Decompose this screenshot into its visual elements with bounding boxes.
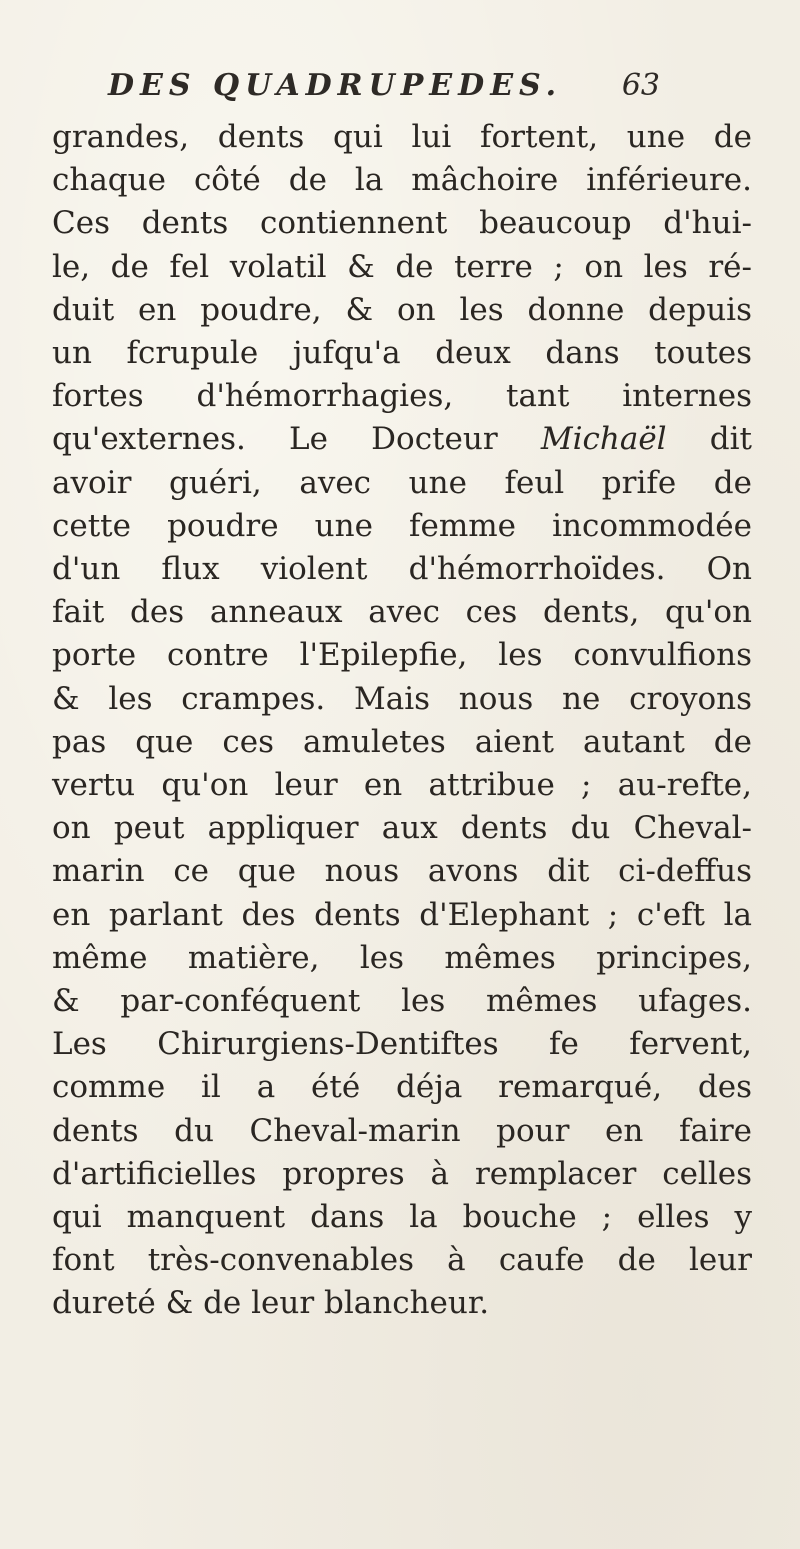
text-line: d'un flux violent d'hémorrhoïdes. On xyxy=(52,551,752,588)
text-line-start: qu'externes. Le Docteur xyxy=(52,421,498,458)
person-name: Michaël xyxy=(540,421,667,458)
text-line: dents du Cheval-marin pour en faire xyxy=(52,1112,752,1149)
text-line: Les Chirurgiens-Dentiftes fe fervent, xyxy=(52,1026,752,1063)
text-line: cette poudre une femme incommodée xyxy=(52,507,752,544)
text-line: en parlant des dents d'Elephant ; c'eft la xyxy=(52,896,752,933)
body-text xyxy=(52,116,752,1326)
text-line: même matière, les mêmes principes, xyxy=(52,939,752,976)
text-line: on peut appliquer aux dents du Cheval- xyxy=(52,810,752,847)
text-line: font très-convenables à caufe de leur xyxy=(52,1242,752,1279)
page-number: 63 xyxy=(621,68,660,103)
text-line: pas que ces amuletes aient autant de xyxy=(52,723,752,760)
text-line: marin ce que nous avons dit ci-deffus xyxy=(52,853,752,890)
text-line: avoir guéri, avec une feul prife de xyxy=(52,464,752,501)
text-line: un fcrupule jufqu'a deux dans toutes xyxy=(52,335,752,372)
text-line: chaque côté de la mâchoire inférieure. xyxy=(52,162,752,199)
running-title: DES QUADRUPEDES. xyxy=(108,68,563,103)
text-line: & les crampes. Mais nous ne croyons xyxy=(52,680,752,717)
text-line: comme il a été déja remarqué, des xyxy=(52,1069,752,1106)
text-line-last: dureté & de leur blancheur. xyxy=(52,1285,490,1322)
text-line: porte contre l'Epilepfie, les convulfions xyxy=(52,637,752,674)
text-line: le, de fel volatil & de terre ; on les ré- xyxy=(52,248,752,285)
text-line: duit en poudre, & on les donne depuis xyxy=(52,291,752,328)
text-line: grandes, dents qui lui fortent, une de xyxy=(52,119,752,155)
text-line-end: dit xyxy=(709,421,753,458)
text-line: vertu qu'on leur en attribue ; au-refte, xyxy=(52,767,752,804)
text-line: fait des anneaux avec ces dents, qu'on xyxy=(52,594,752,631)
text-line: qui manquent dans la bouche ; elles y xyxy=(52,1199,752,1236)
text-line: & par-conféquent les mêmes ufages. xyxy=(52,983,752,1020)
text-line-with-name xyxy=(52,418,752,461)
running-head xyxy=(108,68,660,114)
text-line: d'artificielles propres à remplacer celles xyxy=(52,1155,752,1192)
text-line: fortes d'hémorrhagies, tant internes xyxy=(52,378,752,415)
text-line: Ces dents contiennent beaucoup d'hui- xyxy=(52,205,752,242)
